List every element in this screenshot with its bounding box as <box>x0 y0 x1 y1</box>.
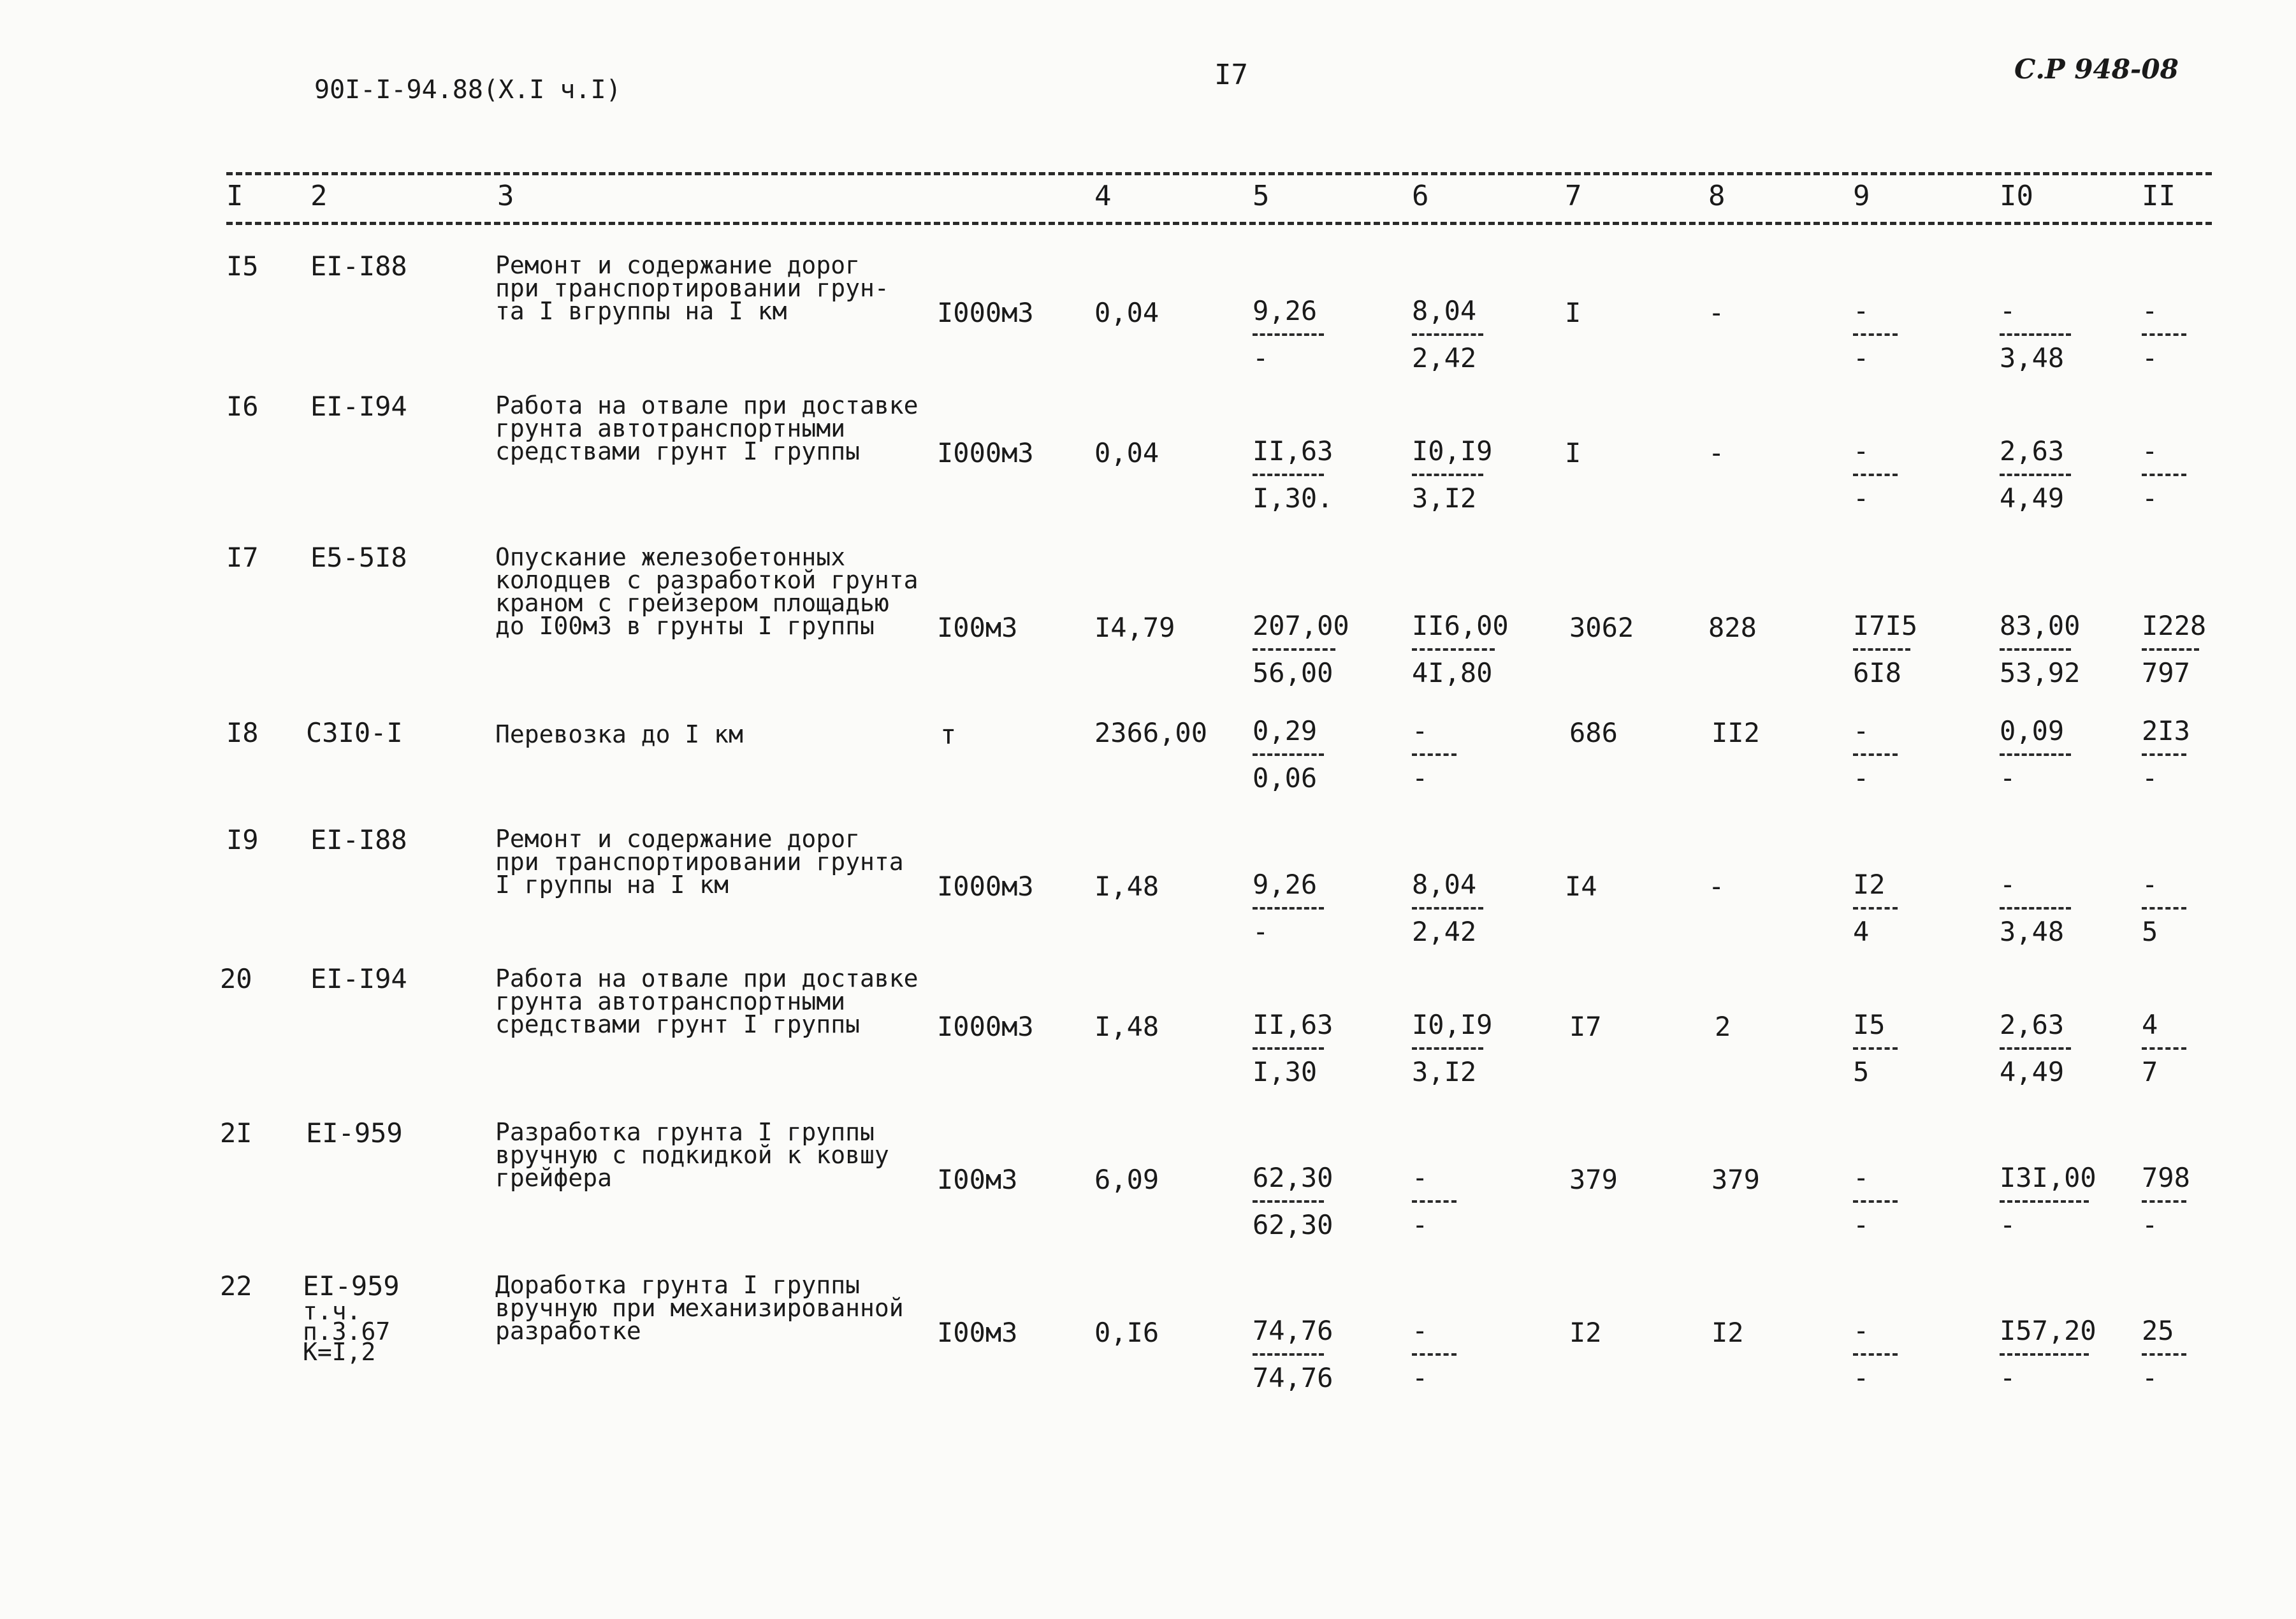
fraction-bar <box>1412 333 1483 336</box>
unit: I00м3 <box>937 612 1018 643</box>
col10-fraction <box>2000 715 2095 794</box>
archive-stamp: С.Р 948-08 <box>2014 54 2179 85</box>
col-header-4: 4 <box>1094 180 1112 212</box>
col8-value: - <box>1708 437 1725 468</box>
col8-value: 2 <box>1715 1011 1731 1042</box>
col-header-10: I0 <box>2000 180 2033 212</box>
quantity: 2366,00 <box>1094 717 1208 748</box>
col5-fraction <box>1253 1162 1348 1241</box>
fraction-bar <box>1253 1353 1324 1356</box>
col11-denominator: - <box>2142 483 2158 514</box>
col5-denominator: 74,76 <box>1253 1362 1333 1393</box>
col7-value: 379 <box>1569 1164 1618 1195</box>
col6-denominator: - <box>1412 1209 1428 1240</box>
col9-fraction <box>1853 1315 1949 1394</box>
col11-numerator: 2I3 <box>2142 715 2190 746</box>
fraction-bar <box>2000 1200 2089 1203</box>
col7-value: I7 <box>1569 1011 1602 1042</box>
col6-denominator: - <box>1412 1362 1428 1393</box>
col-header-3: 3 <box>497 180 514 212</box>
col9-fraction <box>1853 435 1949 514</box>
row-number: I6 <box>226 391 259 422</box>
col8-value: - <box>1708 871 1725 902</box>
fraction-bar <box>1412 474 1483 476</box>
col11-denominator: 5 <box>2142 916 2158 947</box>
col5-numerator: 9,26 <box>1253 295 1318 326</box>
col9-fraction <box>1853 715 1949 794</box>
col6-fraction <box>1412 869 1508 948</box>
rate-code-coefficient: К=I,2 <box>303 1338 376 1366</box>
quantity: I4,79 <box>1094 612 1175 643</box>
quantity: I,48 <box>1094 1011 1159 1042</box>
row-number: 2I <box>220 1117 252 1149</box>
fraction-bar <box>1253 648 1335 651</box>
col6-numerator: - <box>1412 715 1428 746</box>
fraction-bar <box>1412 1047 1483 1050</box>
col11-numerator: - <box>2142 295 2158 326</box>
col7-value: 686 <box>1569 717 1618 748</box>
col10-denominator: - <box>2000 1362 2016 1393</box>
fraction-bar <box>2142 753 2186 756</box>
unit: I000м3 <box>937 1011 1034 1042</box>
col6-numerator: 8,04 <box>1412 869 1477 900</box>
col6-denominator: 3,I2 <box>1412 483 1477 514</box>
col6-fraction <box>1412 295 1508 374</box>
page-number: I7 <box>1214 59 1248 91</box>
col5-fraction <box>1253 1009 1348 1088</box>
col6-fraction <box>1412 1162 1508 1241</box>
col5-numerator: 0,29 <box>1253 715 1318 746</box>
col-header-6: 6 <box>1412 180 1429 212</box>
fraction-bar <box>2000 907 2071 910</box>
col5-numerator: 207,00 <box>1253 610 1349 641</box>
col5-denominator: - <box>1253 916 1269 947</box>
quantity: 0,04 <box>1094 297 1159 328</box>
col10-numerator: 2,63 <box>2000 1009 2065 1040</box>
col10-denominator: - <box>2000 1209 2016 1240</box>
unit: I00м3 <box>937 1317 1018 1348</box>
col10-fraction <box>2000 1162 2095 1241</box>
col11-fraction <box>2142 1009 2237 1088</box>
rate-code: C3I0-I <box>306 717 403 748</box>
fraction-bar <box>1853 648 1910 651</box>
col9-numerator: - <box>1853 715 1870 746</box>
col11-denominator: - <box>2142 342 2158 374</box>
col10-fraction <box>2000 1009 2095 1088</box>
col6-fraction <box>1412 1009 1508 1088</box>
col11-fraction <box>2142 1162 2237 1241</box>
col8-value: II2 <box>1711 717 1760 748</box>
col9-fraction <box>1853 610 1949 689</box>
col11-numerator: 4 <box>2142 1009 2158 1040</box>
col11-numerator: I228 <box>2142 610 2207 641</box>
work-description: Опускание железобетонных колодцев с разработкой грунта краном с грейзером площадью до I00м3 в грунты I группы <box>495 543 919 640</box>
work-description: Работа на отвале при доставке грунта автотранспортными средствами грунт I группы <box>495 391 919 465</box>
fraction-bar <box>2142 474 2186 476</box>
col5-numerator: 74,76 <box>1253 1315 1333 1346</box>
col11-fraction <box>2142 869 2237 948</box>
unit: I000м3 <box>937 871 1034 902</box>
fraction-bar <box>2142 333 2186 336</box>
col-header-11: II <box>2142 180 2176 212</box>
quantity: 0,I6 <box>1094 1317 1159 1348</box>
col9-denominator: - <box>1853 762 1870 794</box>
col8-value: - <box>1708 297 1725 328</box>
col5-numerator: 9,26 <box>1253 869 1318 900</box>
col9-numerator: - <box>1853 435 1870 467</box>
col5-numerator: 62,30 <box>1253 1162 1333 1193</box>
col10-denominator: 4,49 <box>2000 1056 2065 1087</box>
col5-fraction <box>1253 715 1348 794</box>
col10-denominator: 3,48 <box>2000 916 2065 947</box>
col8-value: I2 <box>1711 1317 1744 1348</box>
col11-denominator: - <box>2142 1209 2158 1240</box>
col11-numerator: - <box>2142 869 2158 900</box>
col9-denominator: 6I8 <box>1853 657 1901 688</box>
col6-fraction <box>1412 1315 1508 1394</box>
col11-fraction <box>2142 295 2237 374</box>
rate-code: EI-I94 <box>310 963 407 994</box>
col9-numerator: I7I5 <box>1853 610 1918 641</box>
work-description: Разработка грунта I группы вручную с подкидкой к ковшу грейфера <box>495 1118 889 1192</box>
rate-code: EI-I88 <box>310 250 407 282</box>
fraction-bar <box>1853 1353 1898 1356</box>
col6-numerator: II6,00 <box>1412 610 1509 641</box>
col10-numerator: - <box>2000 869 2016 900</box>
col11-numerator: - <box>2142 435 2158 467</box>
col10-numerator: 83,00 <box>2000 610 2081 641</box>
row-number: 22 <box>220 1270 252 1302</box>
col6-numerator: I0,I9 <box>1412 435 1493 467</box>
unit: т <box>940 719 957 750</box>
col6-denominator: 3,I2 <box>1412 1056 1477 1087</box>
col10-denominator: 3,48 <box>2000 342 2065 374</box>
quantity: 6,09 <box>1094 1164 1159 1195</box>
col8-value: 828 <box>1708 612 1757 643</box>
col8-value: 379 <box>1711 1164 1760 1195</box>
fraction-bar <box>2000 1047 2071 1050</box>
fraction-bar <box>1853 474 1898 476</box>
col11-denominator: - <box>2142 1362 2158 1393</box>
col9-denominator: - <box>1853 1362 1870 1393</box>
col-header-9: 9 <box>1853 180 1870 212</box>
col11-fraction <box>2142 435 2237 514</box>
col9-numerator: - <box>1853 1315 1870 1346</box>
col6-numerator: - <box>1412 1315 1428 1346</box>
fraction-bar <box>1253 1200 1324 1203</box>
col9-numerator: - <box>1853 1162 1870 1193</box>
col9-numerator: I5 <box>1853 1009 1885 1040</box>
col9-denominator: 4 <box>1853 916 1870 947</box>
fraction-bar <box>1853 907 1898 910</box>
fraction-bar <box>1253 753 1324 756</box>
fraction-bar <box>2142 1047 2186 1050</box>
fraction-bar <box>1412 1200 1457 1203</box>
col10-denominator: 4,49 <box>2000 483 2065 514</box>
col10-numerator: I3I,00 <box>2000 1162 2096 1193</box>
col6-denominator: - <box>1412 762 1428 794</box>
col5-denominator: 62,30 <box>1253 1209 1333 1240</box>
rate-code: EI-I88 <box>310 824 407 855</box>
col9-fraction <box>1853 1162 1949 1241</box>
rate-code: E5-5I8 <box>310 542 407 573</box>
col9-denominator: 5 <box>1853 1056 1870 1087</box>
fraction-bar <box>1253 1047 1324 1050</box>
col6-fraction <box>1412 435 1508 514</box>
work-description: Работа на отвале при доставке грунта автотранспортными средствами грунт I группы <box>495 964 919 1038</box>
col6-denominator: 2,42 <box>1412 342 1477 374</box>
col6-fraction <box>1412 610 1508 689</box>
col11-numerator: 25 <box>2142 1315 2174 1346</box>
fraction-bar <box>1853 1047 1898 1050</box>
col-header-1: I <box>226 180 243 212</box>
fraction-bar <box>1412 907 1483 910</box>
row-number: I8 <box>226 717 259 748</box>
unit: I000м3 <box>937 297 1034 328</box>
rate-code: EI-I94 <box>310 391 407 422</box>
col10-fraction <box>2000 1315 2095 1394</box>
col9-fraction <box>1853 1009 1949 1088</box>
col9-fraction <box>1853 295 1949 374</box>
col10-denominator: - <box>2000 762 2016 794</box>
col11-denominator: 7 <box>2142 1056 2158 1087</box>
fraction-bar <box>1412 753 1457 756</box>
col11-fraction <box>2142 715 2237 794</box>
col11-denominator: 797 <box>2142 657 2190 688</box>
fraction-bar <box>2142 907 2186 910</box>
col7-value: I <box>1565 437 1581 468</box>
fraction-bar <box>1253 333 1324 336</box>
fraction-bar <box>1412 648 1495 651</box>
col5-fraction <box>1253 869 1348 948</box>
col10-fraction <box>2000 610 2095 689</box>
col10-denominator: 53,92 <box>2000 657 2081 688</box>
col6-numerator: - <box>1412 1162 1428 1193</box>
col10-fraction <box>2000 869 2095 948</box>
rate-code-note: т.ч. <box>303 1297 361 1325</box>
col9-numerator: - <box>1853 295 1870 326</box>
fraction-bar <box>2000 753 2071 756</box>
fraction-bar <box>2142 648 2199 651</box>
header-bottom-rule <box>226 222 2212 225</box>
col5-denominator: I,30 <box>1253 1056 1318 1087</box>
row-number: I5 <box>226 250 259 282</box>
col11-fraction <box>2142 1315 2237 1394</box>
col10-fraction <box>2000 435 2095 514</box>
col9-denominator: - <box>1853 1209 1870 1240</box>
rate-code-clause: п.3.67 <box>303 1318 391 1346</box>
col5-denominator: - <box>1253 342 1269 374</box>
fraction-bar <box>1412 1353 1457 1356</box>
col6-numerator: 8,04 <box>1412 295 1477 326</box>
col7-value: I <box>1565 297 1581 328</box>
col-header-7: 7 <box>1565 180 1582 212</box>
fraction-bar <box>2142 1200 2186 1203</box>
col5-denominator: 56,00 <box>1253 657 1333 688</box>
col5-fraction <box>1253 1315 1348 1394</box>
fraction-bar <box>1253 474 1324 476</box>
work-description: Доработка грунта I группы вручную при механизированной разработке <box>495 1271 904 1345</box>
col9-fraction <box>1853 869 1949 948</box>
col5-fraction <box>1253 610 1348 689</box>
row-number: I9 <box>226 824 259 855</box>
work-description: Перевозка до I км <box>495 720 743 748</box>
rate-code: EI-959 <box>303 1270 400 1302</box>
col5-numerator: II,63 <box>1253 1009 1333 1040</box>
fraction-bar <box>2000 1353 2089 1356</box>
fraction-bar <box>2000 648 2071 651</box>
fraction-bar <box>1853 333 1898 336</box>
row-number: 20 <box>220 963 252 994</box>
col7-value: I2 <box>1569 1317 1602 1348</box>
col11-fraction <box>2142 610 2237 689</box>
fraction-bar <box>1853 1200 1898 1203</box>
col9-numerator: I2 <box>1853 869 1885 900</box>
col10-numerator: 2,63 <box>2000 435 2065 467</box>
col7-value: 3062 <box>1569 612 1634 643</box>
col-header-8: 8 <box>1708 180 1726 212</box>
quantity: 0,04 <box>1094 437 1159 468</box>
work-description: Ремонт и содержание дорог при транспортировании грун- та I вгруппы на I км <box>495 251 889 325</box>
fraction-bar <box>1253 907 1324 910</box>
rate-code: EI-959 <box>306 1117 403 1149</box>
unit: I00м3 <box>937 1164 1018 1195</box>
quantity: I,48 <box>1094 871 1159 902</box>
work-description: Ремонт и содержание дорог при транспортировании грунта I группы на I км <box>495 825 904 899</box>
col6-fraction <box>1412 715 1508 794</box>
col10-numerator: - <box>2000 295 2016 326</box>
row-number: I7 <box>226 542 259 573</box>
col11-denominator: - <box>2142 762 2158 794</box>
fraction-bar <box>1853 753 1898 756</box>
col7-value: I4 <box>1565 871 1597 902</box>
fraction-bar <box>2000 333 2071 336</box>
col6-numerator: I0,I9 <box>1412 1009 1493 1040</box>
col-header-5: 5 <box>1253 180 1270 212</box>
col10-numerator: I57,20 <box>2000 1315 2096 1346</box>
fraction-bar <box>2142 1353 2186 1356</box>
col11-numerator: 798 <box>2142 1162 2190 1193</box>
col5-fraction <box>1253 435 1348 514</box>
col5-fraction <box>1253 295 1348 374</box>
col6-denominator: 2,42 <box>1412 916 1477 947</box>
col5-numerator: II,63 <box>1253 435 1333 467</box>
col9-denominator: - <box>1853 483 1870 514</box>
col5-denominator: I,30. <box>1253 483 1333 514</box>
col5-denominator: 0,06 <box>1253 762 1318 794</box>
unit: I000м3 <box>937 437 1034 468</box>
document-code: 90I-I-94.88(X.I ч.I) <box>314 75 621 105</box>
col10-numerator: 0,09 <box>2000 715 2065 746</box>
col6-denominator: 4I,80 <box>1412 657 1493 688</box>
col-header-2: 2 <box>310 180 328 212</box>
header-top-rule <box>226 172 2212 175</box>
col9-denominator: - <box>1853 342 1870 374</box>
col10-fraction <box>2000 295 2095 374</box>
fraction-bar <box>2000 474 2071 476</box>
